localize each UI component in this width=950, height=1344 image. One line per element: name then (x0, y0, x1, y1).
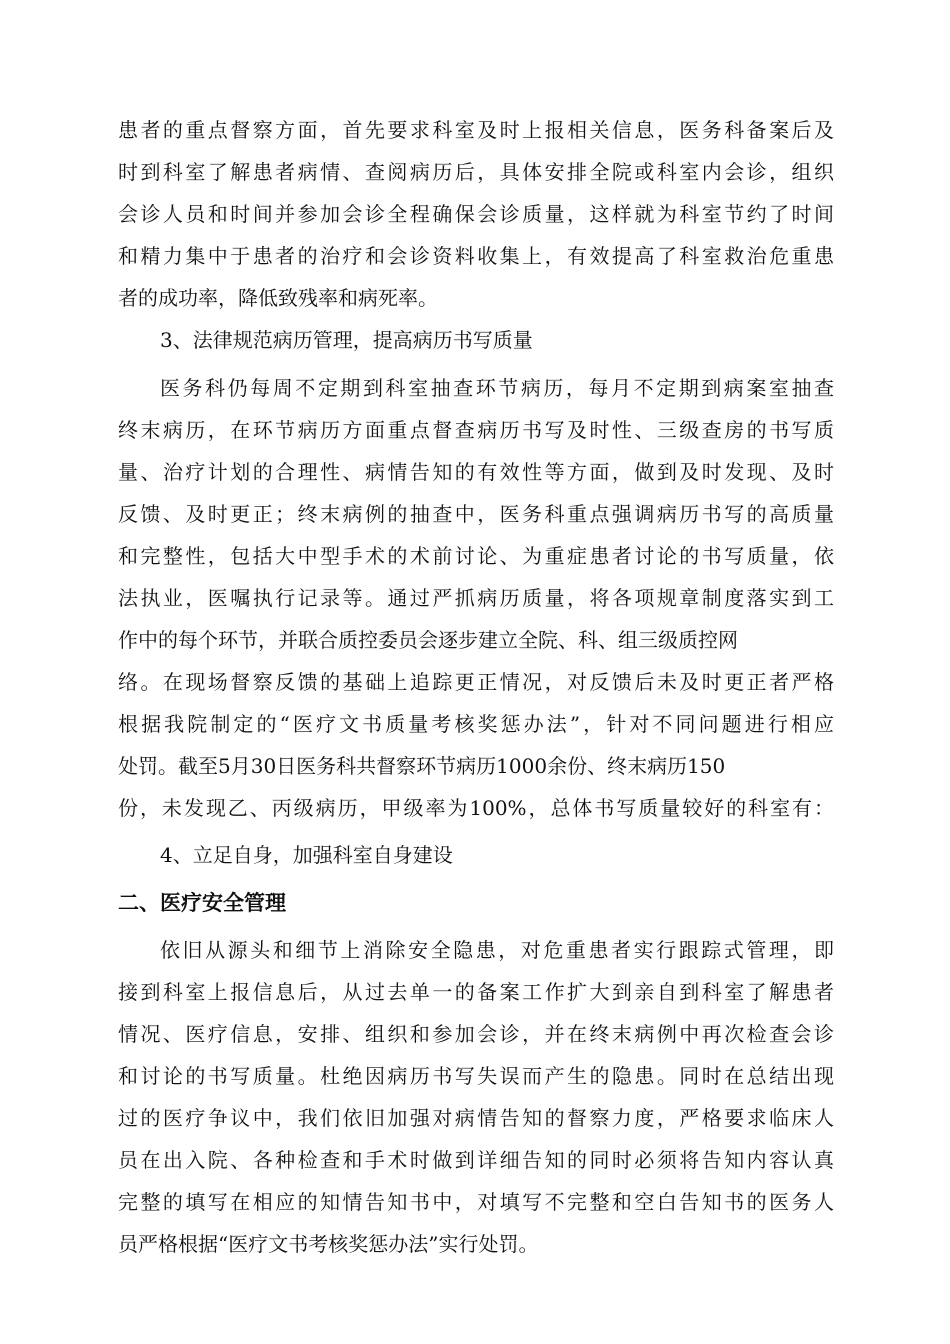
paragraph-line: 终末病历，在环节病历方面重点督查病历书写及时性、三级查房的书写质 (118, 418, 834, 442)
section-title: 二、医疗安全管理 (118, 891, 286, 915)
paragraph-line: 作中的每个环节，并联合质控委员会逐步建立全院、科、组三级质控网 (118, 628, 738, 652)
paragraph-line: 者的成功率，降低致残率和病死率。 (118, 286, 438, 310)
paragraph-line: 患者的重点督察方面，首先要求科室及时上报相关信息，医务科备案后及 (118, 118, 834, 142)
paragraph-line: 和完整性，包括大中型手术的术前讨论、为重症患者讨论的书写质量，依 (118, 544, 834, 568)
paragraph-line: 根据我院制定的“医疗文书质量考核奖惩办法”，针对不同问题进行相应 (118, 712, 834, 736)
paragraph-line: 医务科仍每周不定期到科室抽查环节病历，每月不定期到病案室抽查 (160, 376, 834, 400)
paragraph-line: 时到科室了解患者病情、查阅病历后，具体安排全院或科室内会诊，组织 (118, 160, 834, 184)
paragraph-line: 和讨论的书写质量。杜绝因病历书写失误而产生的隐患。同时在总结出现 (118, 1064, 834, 1088)
paragraph-line: 和精力集中于患者的治疗和会诊资料收集上，有效提高了科室救治危重患 (118, 244, 834, 268)
paragraph-line: 量、治疗计划的合理性、病情告知的有效性等方面，做到及时发现、及时 (118, 460, 834, 484)
subheading-4: 4、立足自身，加强科室自身建设 (160, 843, 453, 867)
paragraph-line: 法执业，医嘱执行记录等。通过严抓病历质量，将各项规章制度落实到工 (118, 586, 834, 610)
paragraph-line: 过的医疗争议中，我们依旧加强对病情告知的督察力度，严格要求临床人 (118, 1106, 834, 1130)
paragraph-line: 情况、医疗信息，安排、组织和参加会诊，并在终末病例中再次检查会诊 (118, 1022, 834, 1046)
subheading-3: 3、法律规范病历管理，提高病历书写质量 (160, 328, 533, 352)
paragraph-line: 接到科室上报信息后，从过去单一的备案工作扩大到亲自到科室了解患者 (118, 980, 834, 1004)
paragraph-line: 会诊人员和时间并参加会诊全程确保会诊质量，这样就为科室节约了时间 (118, 202, 834, 226)
paragraph-line: 份，未发现乙、丙级病历，甲级率为100%，总体书写质量较好的科室有： (118, 796, 834, 820)
paragraph-line: 完整的填写在相应的知情告知书中，对填写不完整和空白告知书的医务人 (118, 1190, 834, 1214)
paragraph-line: 依旧从源头和细节上消除安全隐患，对危重患者实行跟踪式管理，即 (160, 938, 834, 962)
paragraph-line: 络。在现场督察反馈的基础上追踪更正情况，对反馈后未及时更正者严格 (118, 670, 834, 694)
paragraph-line: 员严格根据“医疗文书考核奖惩办法”实行处罚。 (118, 1232, 539, 1256)
paragraph-line: 员在出入院、各种检查和手术时做到详细告知的同时必须将告知内容认真 (118, 1148, 834, 1172)
paragraph-line: 处罚。截至5月30日医务科共督察环节病历1000余份、终末病历150 (118, 754, 726, 778)
paragraph-line: 反馈、及时更正；终末病例的抽查中，医务科重点强调病历书写的高质量 (118, 502, 834, 526)
